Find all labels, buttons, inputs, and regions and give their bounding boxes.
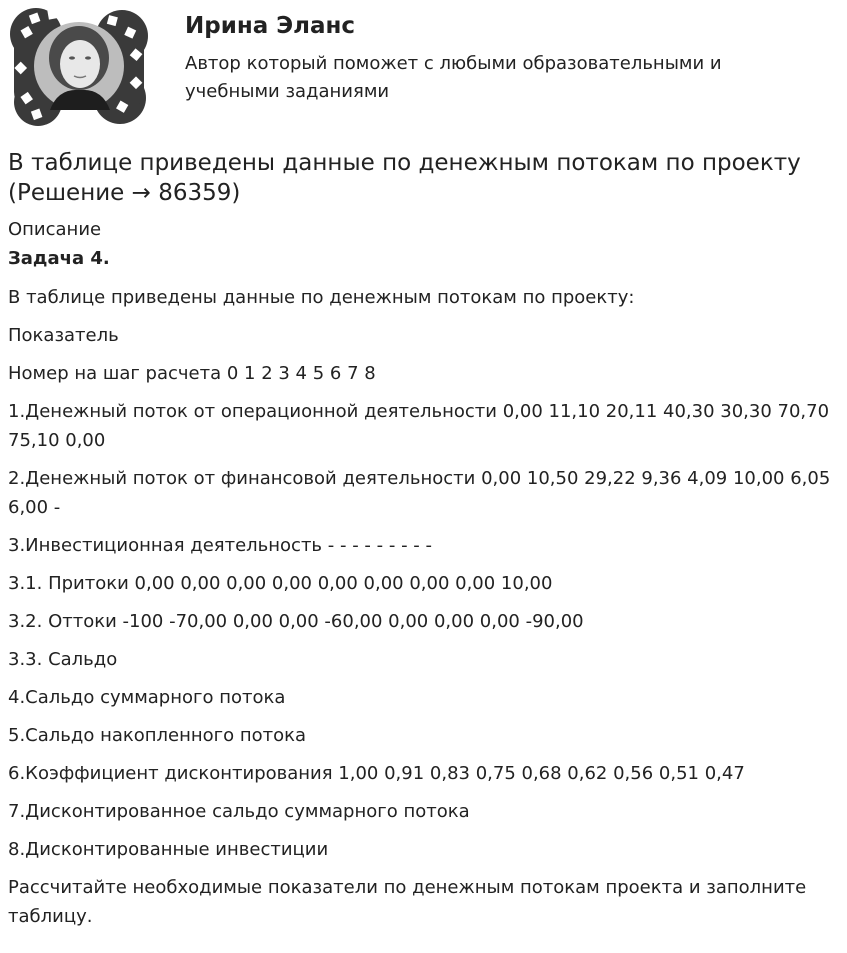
table-header-steps: Номер на шаг расчета 0 1 2 3 4 5 6 7 8 xyxy=(8,363,376,384)
table-row-accumulated-balance: 5.Сальдо накопленного потока xyxy=(8,725,307,746)
task-content xyxy=(8,148,840,931)
task-title: Задача 4. xyxy=(8,248,110,269)
author-name[interactable]: Ирина Эланс xyxy=(185,13,356,39)
table-row-discounted-balance: 7.Дисконтированное сальдо суммарного потока xyxy=(8,801,470,822)
table-row-financing-flow: 2.Денежный поток от финансовой деятельности 0,00 10,50 29,22 9,36 4,09 10,00 6,05 6,00 - xyxy=(8,468,831,518)
table-row-balance: 3.3. Сальдо xyxy=(8,649,118,670)
author-bio: Автор который поможет с любыми образовательными и учебными заданиями xyxy=(185,53,722,102)
table-row-inflows: 3.1. Притоки 0,00 0,00 0,00 0,00 0,00 0,00 0,00 0,00 10,00 xyxy=(8,573,553,594)
author-header xyxy=(0,0,847,135)
table-row-total-balance: 4.Сальдо суммарного потока xyxy=(8,687,286,708)
table-row-discount-factor: 6.Коэффициент дисконтирования 1,00 0,91 0,83 0,75 0,68 0,62 0,56 0,51 0,47 xyxy=(8,763,745,784)
author-avatar[interactable] xyxy=(8,6,150,128)
page-title: В таблице приведены данные по денежным потокам по проекту (Решение → 86359) xyxy=(8,150,801,206)
table-row-outflows: 3.2. Оттоки -100 -70,00 0,00 0,00 -60,00 0,00 0,00 0,00 -90,00 xyxy=(8,611,584,632)
task-instruction: Рассчитайте необходимые показатели по денежным потокам проекта и заполните таблицу. xyxy=(8,877,807,927)
task-intro: В таблице приведены данные по денежным потокам по проекту: xyxy=(8,287,635,308)
table-row-investment: 3.Инвестиционная деятельность - - - - - - - - - xyxy=(8,535,432,556)
table-row-discounted-investments: 8.Дисконтированные инвестиции xyxy=(8,839,329,860)
table-header-indicator: Показатель xyxy=(8,325,119,346)
description-label: Описание xyxy=(8,219,102,240)
table-row-operating-flow: 1.Денежный поток от операционной деятельности 0,00 11,10 20,11 40,30 30,30 70,70 75,10 0,00 xyxy=(8,401,830,451)
